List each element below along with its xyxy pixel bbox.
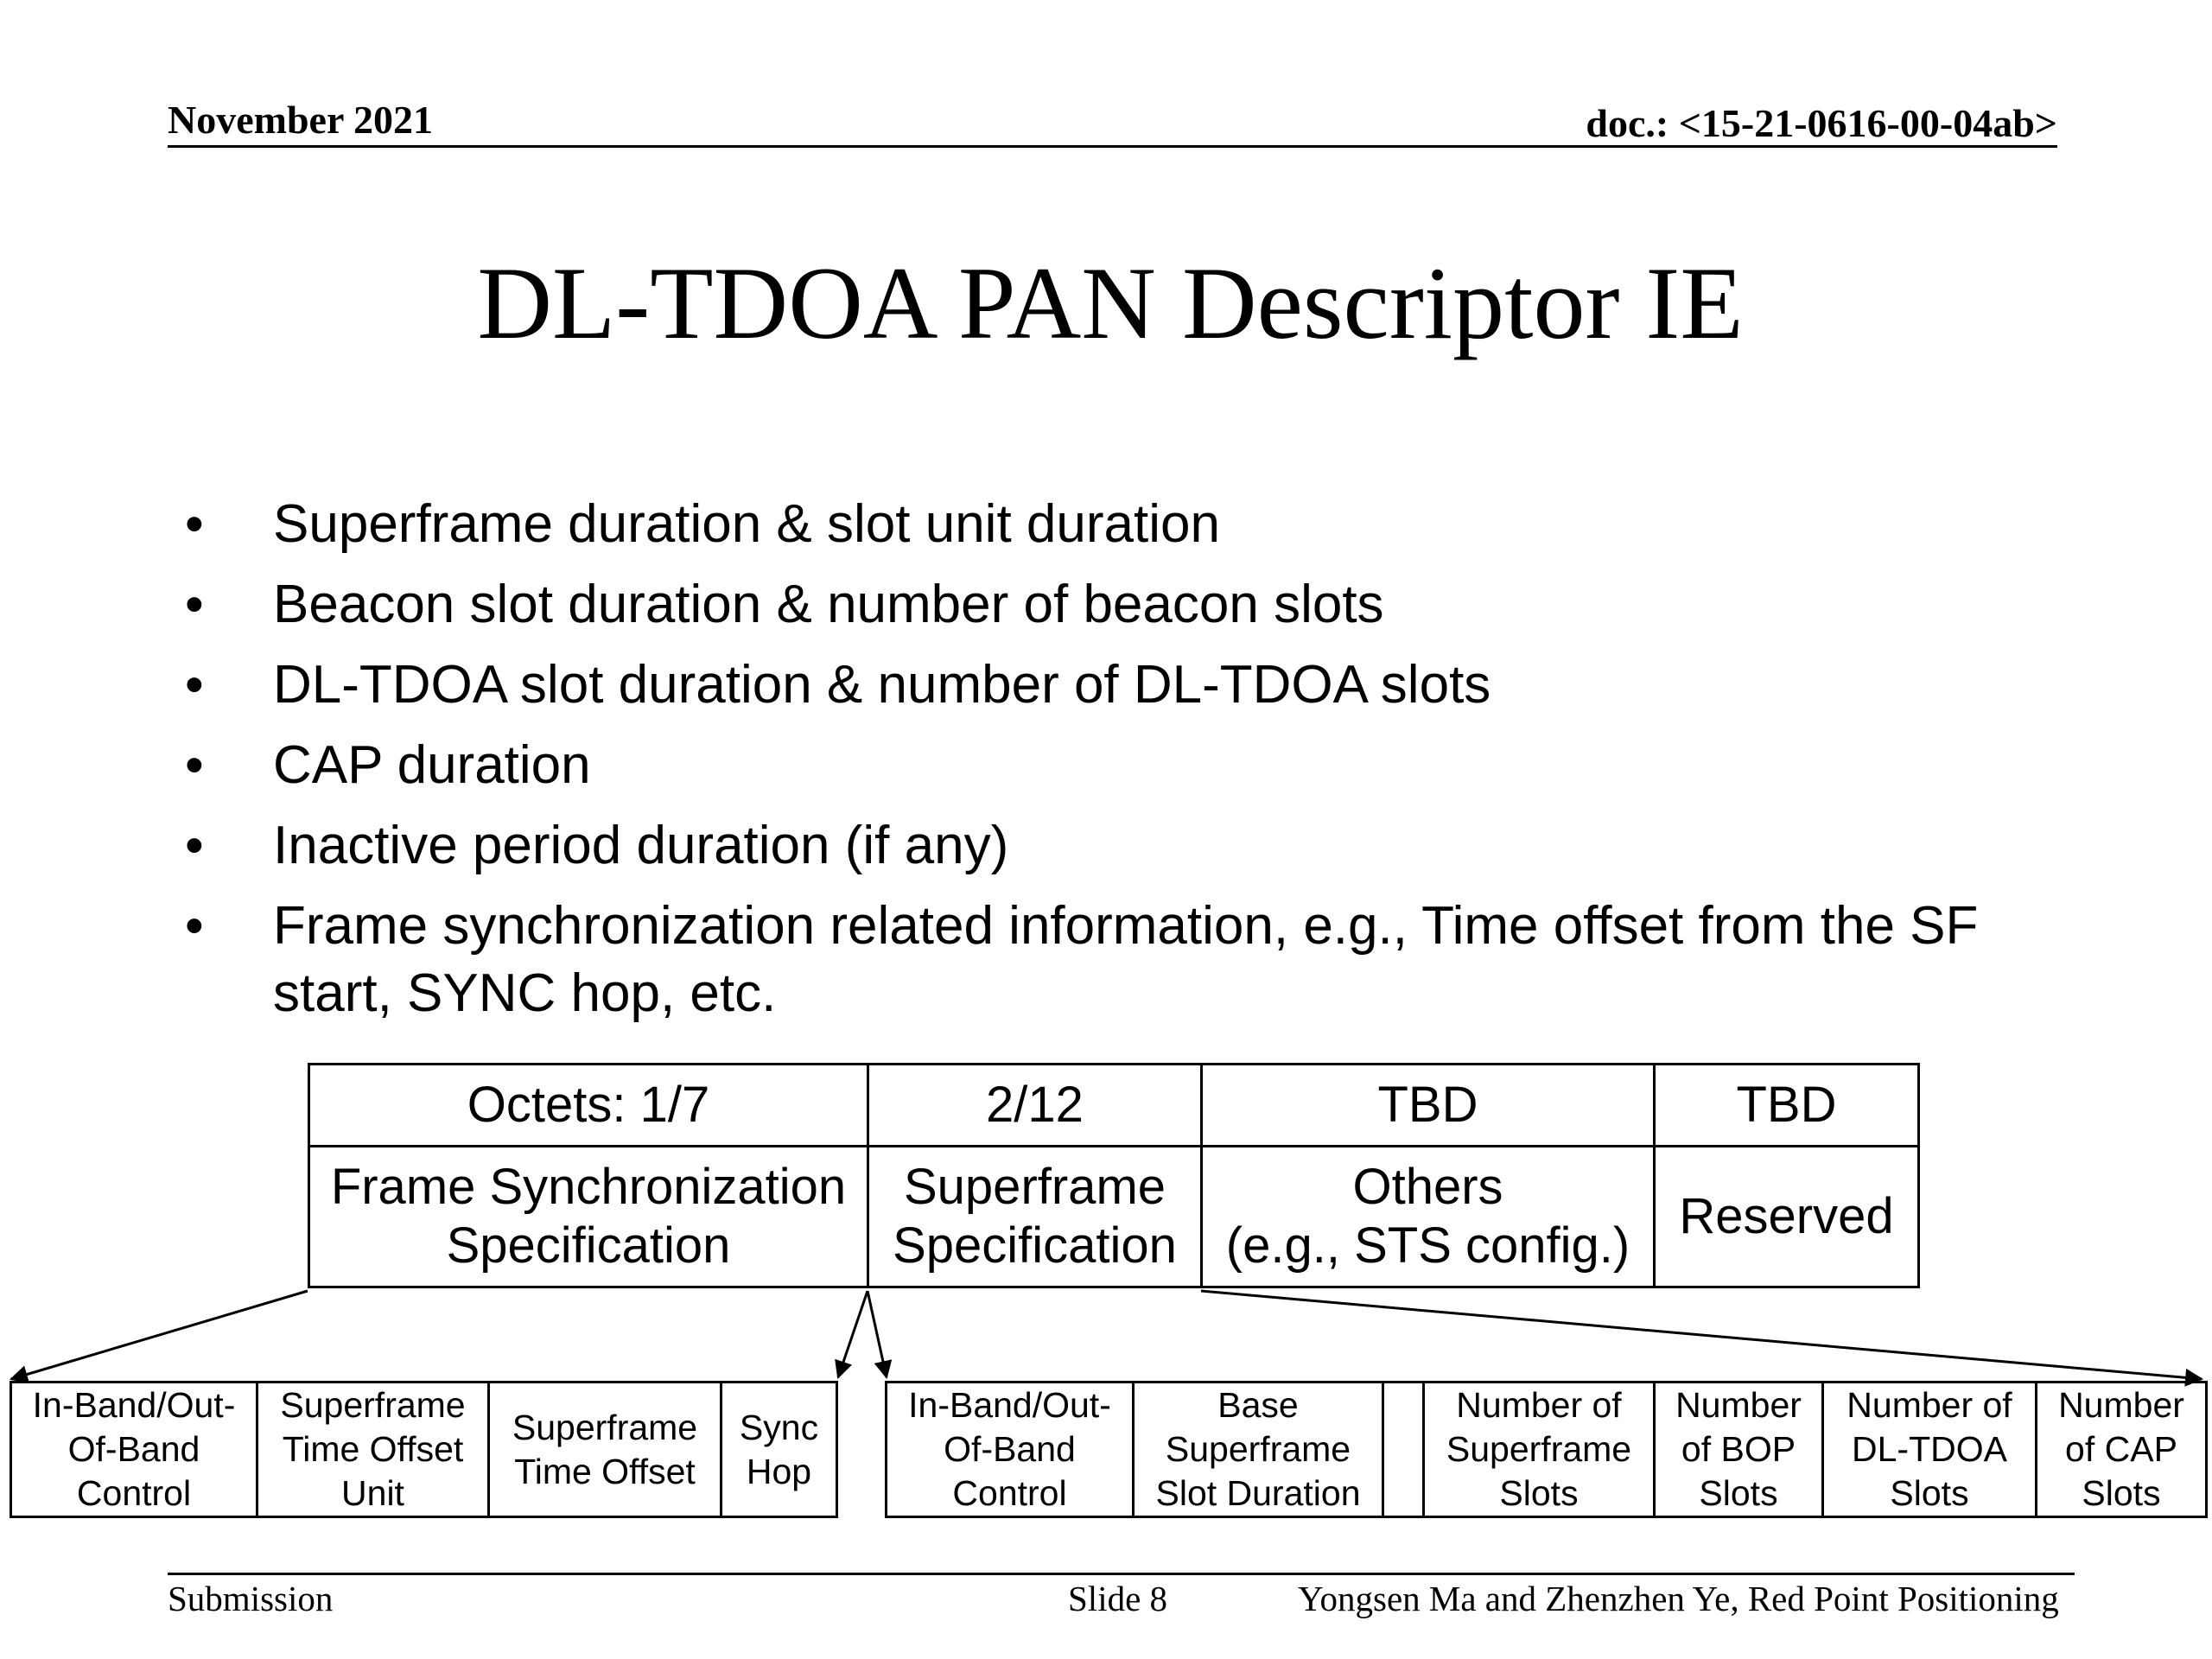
arrow-superframe-left xyxy=(868,1291,887,1377)
header-date: November 2021 xyxy=(168,98,434,142)
subfield-line: Number of xyxy=(1847,1385,2012,1425)
subfield-line: Superframe xyxy=(280,1385,466,1425)
subfield-line: Time Offset xyxy=(282,1429,464,1469)
subfield-line: of BOP xyxy=(1681,1429,1796,1469)
subfield-line: Number xyxy=(1675,1385,1802,1425)
bullet-text: Frame synchronization related information, e.g., Time offset from the SF start, SYNC hop, etc. xyxy=(273,896,1979,1023)
field-line: Specification xyxy=(893,1217,1177,1274)
subfield-line: Slots xyxy=(1499,1473,1579,1513)
subfield-line: In-Band/Out- xyxy=(32,1385,236,1425)
subfield-line: Hop xyxy=(746,1451,812,1491)
bullet-dot-icon: • xyxy=(185,575,204,634)
subfield-line: Time Offset xyxy=(514,1451,696,1491)
bullet-dot-icon: • xyxy=(185,735,204,795)
field-line: Superframe xyxy=(903,1159,1166,1215)
footer-authors: Yongsen Ma and Zhenzhen Ye, Red Point Positioning xyxy=(1298,1579,2059,1618)
field-line: Reserved xyxy=(1679,1188,1894,1244)
subfield-line: Base xyxy=(1217,1385,1299,1425)
slide-title: DL-TDOA PAN Descriptor IE xyxy=(477,245,1744,360)
subfield-line: Superframe xyxy=(1446,1429,1632,1469)
subfield-line: Control xyxy=(76,1473,192,1513)
bullet-text: Superframe duration & slot unit duration xyxy=(273,494,1220,554)
bullet-text: Beacon slot duration & number of beacon slots xyxy=(273,575,1384,634)
subfield-line: of CAP xyxy=(2065,1429,2177,1469)
subfield-line: Control xyxy=(952,1473,1067,1513)
subfield-line: Slot Duration xyxy=(1155,1473,1361,1513)
subfield-line: Unit xyxy=(341,1473,404,1513)
subfield-line: Slots xyxy=(2082,1473,2161,1513)
arrow-frame-sync-left xyxy=(11,1291,308,1379)
bullet-dot-icon: • xyxy=(185,655,204,715)
bullet-text: Inactive period duration (if any) xyxy=(273,816,1009,875)
subfield-line: Of-Band xyxy=(944,1429,1076,1469)
octets-cell: 2/12 xyxy=(868,1065,1202,1147)
subfield-line: Superframe xyxy=(512,1407,698,1447)
footer-submission: Submission xyxy=(168,1579,334,1618)
subfield-line: Superframe xyxy=(1165,1429,1351,1469)
octets-cell: TBD xyxy=(1202,1065,1655,1147)
field-line: Frame Synchronization xyxy=(330,1159,847,1215)
subfield-line: Number xyxy=(2058,1385,2184,1425)
bullet-dot-icon: • xyxy=(185,816,204,875)
subfield-line: Of-Band xyxy=(67,1429,200,1469)
octets-cell: Octets: 1/7 xyxy=(309,1065,868,1147)
header-doc-id: doc.: <15-21-0616-00-04ab> xyxy=(1586,101,2057,145)
bullet-dot-icon: • xyxy=(185,896,204,956)
subfield-line: Slots xyxy=(1890,1473,1969,1513)
footer-rule xyxy=(168,1573,2075,1575)
field-line: Specification xyxy=(446,1217,731,1274)
arrow-superframe-right xyxy=(1201,1291,2202,1379)
subfield-line: Sync xyxy=(739,1407,819,1447)
footer-slide-number: Slide 8 xyxy=(1068,1579,1168,1618)
bullet-dot-icon: • xyxy=(185,494,204,554)
subfield-line: In-Band/Out- xyxy=(908,1385,1111,1425)
field-line: (e.g., STS config.) xyxy=(1225,1217,1630,1274)
subfield-line: Number of xyxy=(1456,1385,1622,1425)
subfield-line: Slots xyxy=(1699,1473,1778,1513)
subfield-line: DL-TDOA xyxy=(1852,1429,2007,1469)
bullet-text: CAP duration xyxy=(273,735,591,795)
arrow-frame-sync-right xyxy=(838,1291,868,1377)
bullet-text: DL-TDOA slot duration & number of DL-TDOA slots xyxy=(273,655,1491,715)
octets-cell: TBD xyxy=(1655,1065,1919,1147)
field-line: Others xyxy=(1352,1159,1503,1215)
